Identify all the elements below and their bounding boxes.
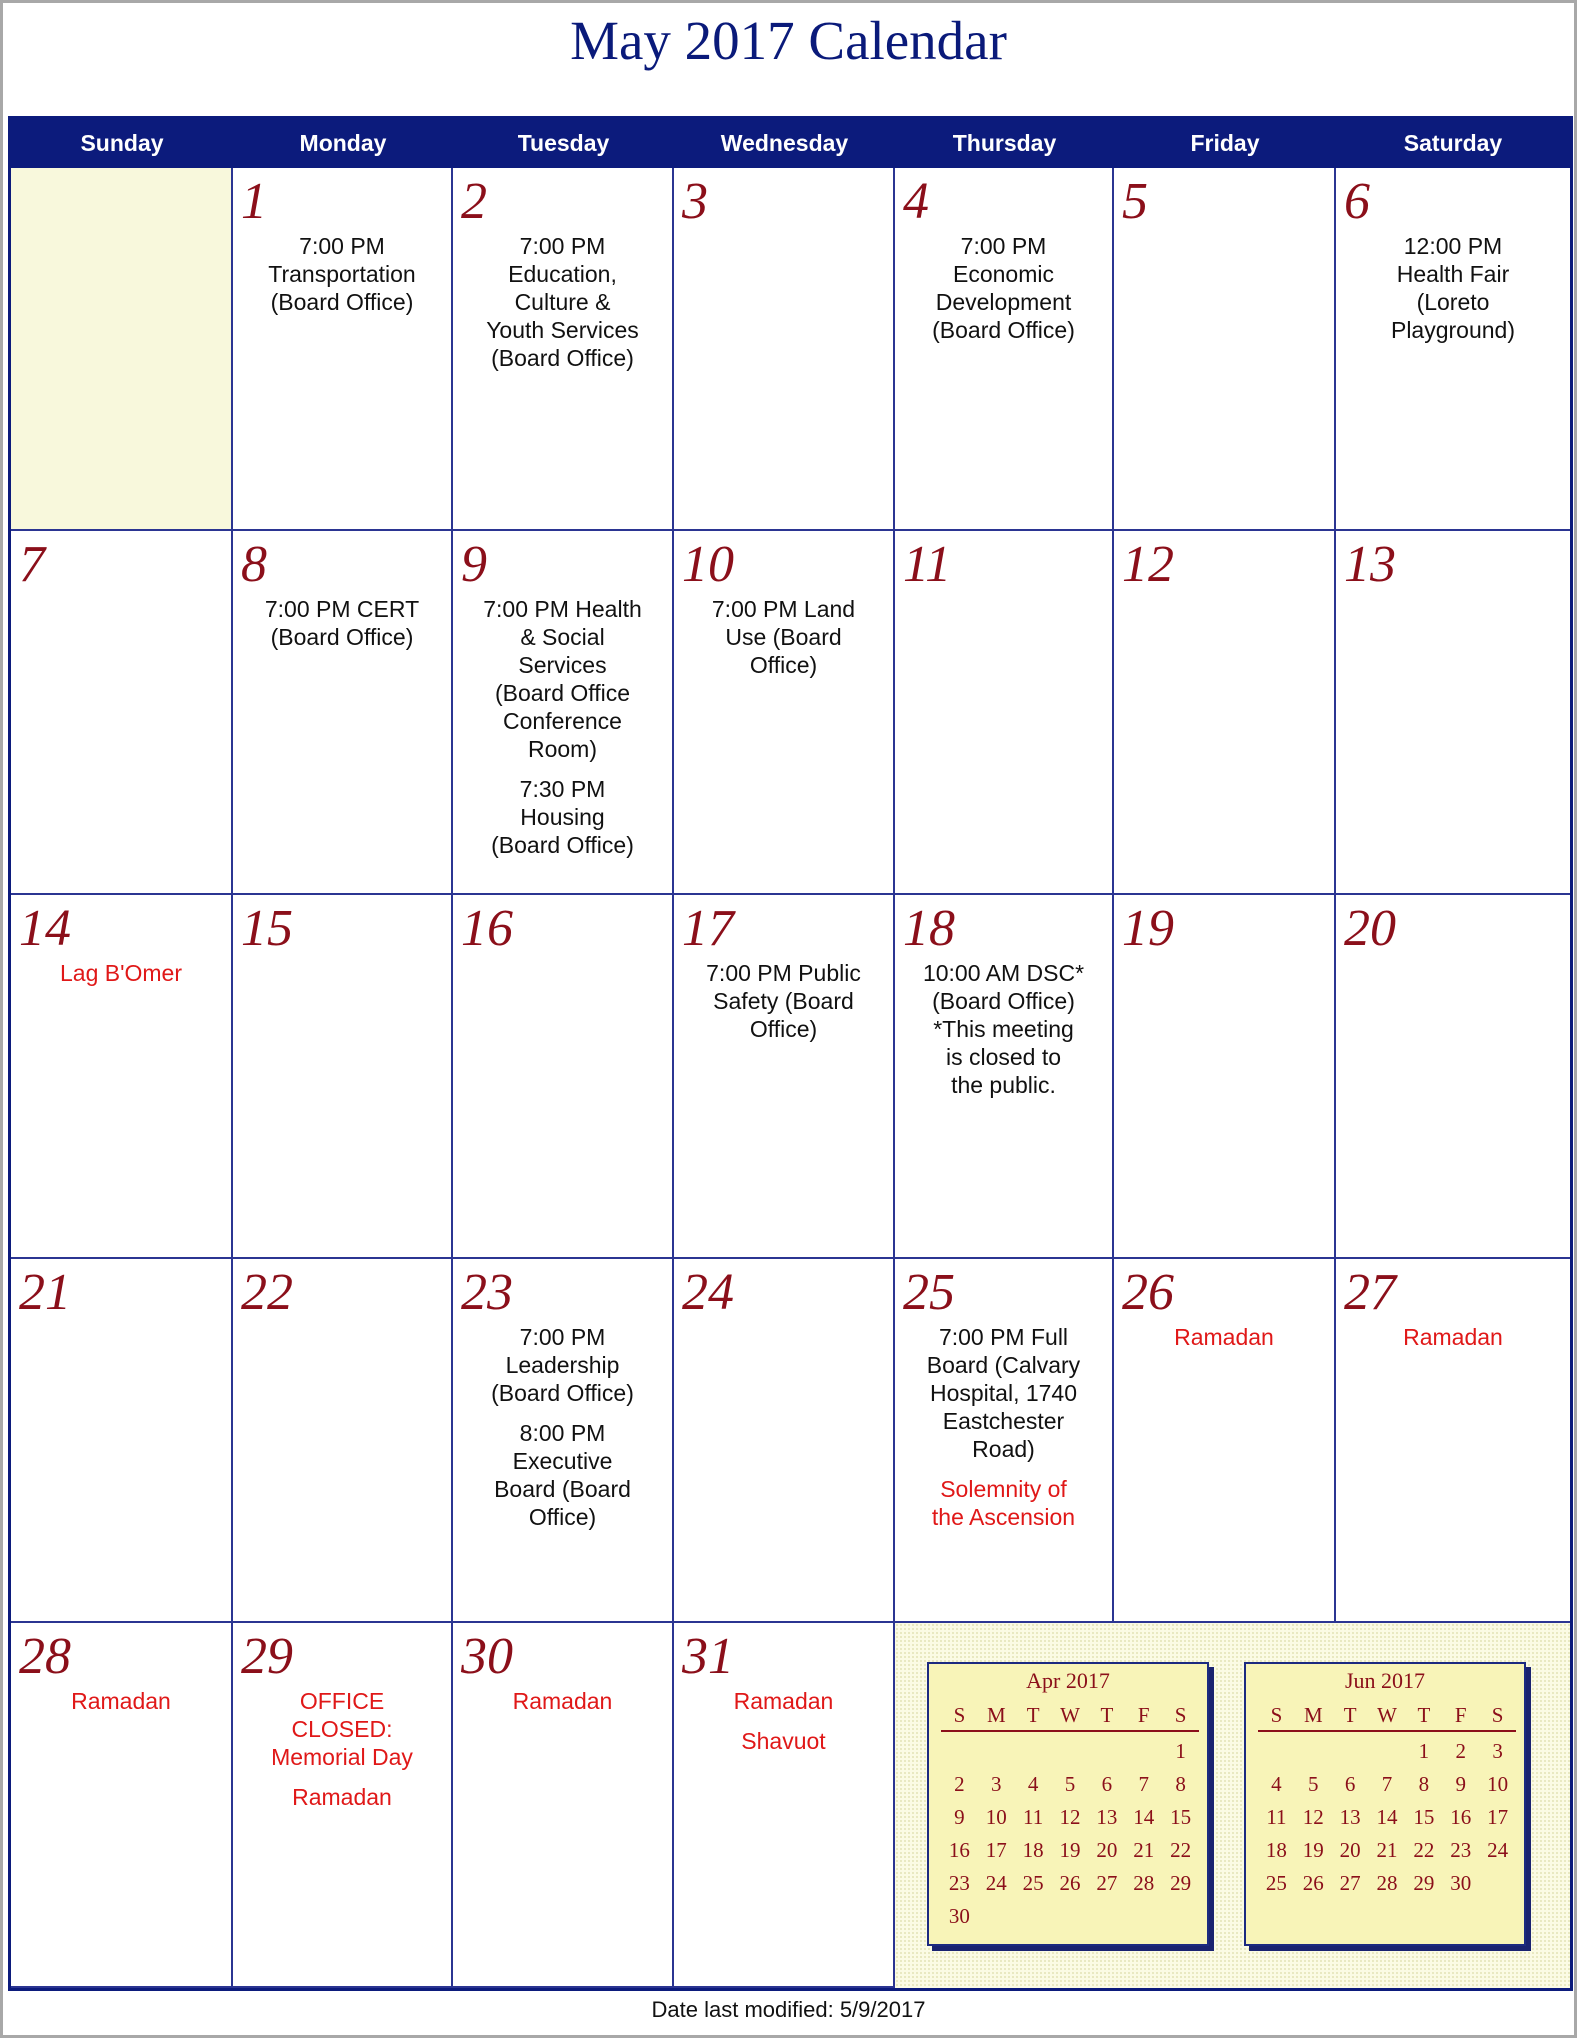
day-cell-31 bbox=[674, 1623, 895, 1988]
mini-day: 4 bbox=[1271, 1772, 1282, 1796]
day-cell-11 bbox=[895, 531, 1114, 895]
day-number: 24 bbox=[682, 1264, 734, 1321]
mini-day bbox=[1479, 1867, 1516, 1900]
mini-day: 26 bbox=[1059, 1871, 1081, 1895]
mini-weekday: S bbox=[1174, 1703, 1187, 1727]
mini-calendar-title: Jun 2017 bbox=[1344, 1668, 1426, 1693]
day-number: 19 bbox=[1122, 900, 1174, 957]
day-cell-18 bbox=[895, 895, 1114, 1259]
day-cell-6 bbox=[1336, 168, 1570, 531]
day-cell-29 bbox=[233, 1623, 453, 1988]
mini-day: 23 bbox=[1450, 1838, 1472, 1862]
mini-day: 20 bbox=[1339, 1838, 1361, 1862]
day-cell-21 bbox=[11, 1259, 233, 1623]
mini-calendar-apr-2017 bbox=[927, 1662, 1209, 1946]
day-number: 20 bbox=[1344, 900, 1396, 957]
mini-day: 4 bbox=[1027, 1772, 1039, 1796]
event-item: 7:00 PM Public Safety (Board Office) bbox=[706, 960, 861, 1042]
mini-day: 5 bbox=[1308, 1772, 1319, 1796]
mini-day: 1 bbox=[1418, 1739, 1430, 1763]
event-item: 7:00 PM Full Board (Calvary Hospital, 1740 Eastchester Road) bbox=[926, 1324, 1081, 1462]
mini-calendar-grid bbox=[941, 1700, 1199, 1933]
mini-day: 2 bbox=[1455, 1739, 1466, 1763]
event-list bbox=[463, 1687, 662, 1727]
mini-weekday: S bbox=[1491, 1703, 1504, 1727]
mini-day: 28 bbox=[1376, 1871, 1398, 1895]
mini-day: 16 bbox=[948, 1838, 970, 1862]
day-number: 4 bbox=[903, 173, 929, 230]
mini-day: 17 bbox=[1487, 1805, 1509, 1829]
mini-day bbox=[1258, 1735, 1295, 1768]
mini-day: 30 bbox=[1450, 1871, 1472, 1895]
mini-day: 15 bbox=[1170, 1805, 1192, 1829]
day-cell-15 bbox=[233, 895, 453, 1259]
mini-day: 8 bbox=[1175, 1772, 1186, 1796]
day-cell-8 bbox=[233, 531, 453, 895]
mini-day: 23 bbox=[948, 1871, 970, 1895]
day-number: 11 bbox=[903, 536, 952, 593]
mini-day: 27 bbox=[1096, 1871, 1118, 1895]
mini-day bbox=[1295, 1735, 1332, 1768]
day-number: 13 bbox=[1344, 536, 1396, 593]
event-item: 7:00 PM Health & Social Services (Board Office Conference Room) bbox=[483, 596, 642, 762]
mini-day: 8 bbox=[1418, 1772, 1430, 1796]
day-cell-7 bbox=[11, 531, 233, 895]
day-number: 17 bbox=[682, 900, 734, 957]
mini-day: 11 bbox=[1023, 1805, 1044, 1829]
day-cell-14 bbox=[11, 895, 233, 1259]
mini-day: 19 bbox=[1302, 1838, 1324, 1862]
day-cell-25 bbox=[895, 1259, 1114, 1623]
day-cell-19 bbox=[1114, 895, 1336, 1259]
weekday-sunday: Sunday bbox=[80, 130, 164, 156]
weekday-friday: Friday bbox=[1190, 130, 1260, 156]
mini-day bbox=[1332, 1735, 1369, 1768]
mini-day: 18 bbox=[1022, 1838, 1044, 1862]
mini-weekday: T bbox=[1026, 1703, 1040, 1727]
mini-day: 29 bbox=[1170, 1871, 1192, 1895]
day-number: 7 bbox=[19, 536, 45, 593]
event-item: 7:30 PM Housing (Board Office) bbox=[491, 776, 634, 858]
mini-weekday: T bbox=[1100, 1703, 1114, 1727]
holiday-label: OFFICE CLOSED: Memorial Day bbox=[271, 1688, 413, 1770]
event-list bbox=[1124, 1323, 1324, 1363]
mini-day: 21 bbox=[1133, 1838, 1155, 1862]
day-cell-30 bbox=[453, 1623, 674, 1988]
day-cell-5 bbox=[1114, 168, 1336, 531]
mini-day: 1 bbox=[1175, 1739, 1186, 1763]
day-cell-28 bbox=[11, 1623, 233, 1988]
mini-day: 28 bbox=[1133, 1871, 1155, 1895]
mini-day: 15 bbox=[1413, 1805, 1435, 1829]
day-number: 23 bbox=[461, 1264, 513, 1321]
mini-calendar-jun-2017 bbox=[1244, 1662, 1526, 1946]
event-list bbox=[21, 959, 221, 999]
mini-weekday: F bbox=[1454, 1703, 1467, 1727]
mini-day: 7 bbox=[1138, 1772, 1149, 1796]
event-item: 7:00 PM CERT (Board Office) bbox=[264, 596, 420, 650]
mini-week-row bbox=[1258, 1867, 1516, 1900]
day-number: 8 bbox=[241, 536, 267, 593]
mini-calendar-grid bbox=[1258, 1700, 1516, 1900]
mini-day: 2 bbox=[954, 1772, 965, 1796]
day-number: 22 bbox=[241, 1264, 293, 1321]
mini-day: 13 bbox=[1339, 1805, 1361, 1829]
mini-day bbox=[1015, 1735, 1052, 1768]
mini-weekday-row bbox=[1258, 1700, 1516, 1732]
mini-weekday: T bbox=[1343, 1703, 1357, 1727]
mini-calendar-title: Apr 2017 bbox=[1026, 1668, 1110, 1693]
mini-day: 7 bbox=[1381, 1772, 1393, 1796]
event-list bbox=[463, 232, 662, 384]
holiday-label: Lag B'Omer bbox=[60, 960, 182, 986]
event-list bbox=[1346, 232, 1560, 356]
mini-day bbox=[1125, 1900, 1162, 1933]
event-item: 10:00 AM DSC* (Board Office) *This meeting is closed to the public. bbox=[922, 960, 1085, 1098]
event-list bbox=[905, 232, 1102, 356]
event-item: 7:00 PM Land Use (Board Office) bbox=[711, 596, 856, 678]
event-list bbox=[905, 1323, 1102, 1543]
day-number: 28 bbox=[19, 1628, 71, 1685]
mini-day bbox=[1125, 1735, 1162, 1768]
day-number: 21 bbox=[19, 1264, 71, 1321]
holiday-label: Ramadan bbox=[512, 1688, 613, 1714]
day-cell-1 bbox=[233, 168, 453, 531]
event-list bbox=[243, 595, 441, 663]
mini-day: 24 bbox=[1487, 1838, 1509, 1862]
day-cell-17 bbox=[674, 895, 895, 1259]
day-cell-27 bbox=[1336, 1259, 1570, 1623]
day-number: 27 bbox=[1344, 1264, 1396, 1321]
day-cell-24 bbox=[674, 1259, 895, 1623]
mini-day: 24 bbox=[985, 1871, 1007, 1895]
weekday-wednesday: Wednesday bbox=[720, 130, 849, 156]
mini-day: 19 bbox=[1059, 1838, 1081, 1862]
mini-day: 22 bbox=[1413, 1838, 1435, 1862]
mini-week-row bbox=[1258, 1735, 1516, 1768]
event-item: 8:00 PM Executive Board (Board Office) bbox=[494, 1420, 631, 1530]
mini-weekday: T bbox=[1417, 1703, 1431, 1727]
mini-day: 6 bbox=[1101, 1772, 1113, 1796]
event-list bbox=[463, 595, 662, 871]
day-number: 12 bbox=[1122, 536, 1174, 593]
mini-week-row bbox=[941, 1768, 1199, 1801]
mini-day bbox=[1052, 1900, 1089, 1933]
mini-day: 6 bbox=[1344, 1772, 1356, 1796]
weekday-saturday: Saturday bbox=[1403, 130, 1503, 156]
day-cell-2 bbox=[453, 168, 674, 531]
mini-weekday: M bbox=[986, 1703, 1006, 1727]
date-last-modified: Date last modified: 5/9/2017 bbox=[651, 1997, 926, 2022]
day-cell-23 bbox=[453, 1259, 674, 1623]
holiday-label: Ramadan bbox=[292, 1784, 392, 1810]
day-number: 14 bbox=[19, 900, 71, 957]
day-number: 5 bbox=[1122, 173, 1148, 230]
mini-day: 17 bbox=[985, 1838, 1007, 1862]
mini-day: 5 bbox=[1064, 1772, 1076, 1796]
event-list bbox=[243, 232, 441, 328]
day-cell-9 bbox=[453, 531, 674, 895]
mini-day: 20 bbox=[1096, 1838, 1118, 1862]
mini-day: 25 bbox=[1265, 1871, 1287, 1895]
day-number: 16 bbox=[461, 900, 513, 957]
day-number: 29 bbox=[241, 1628, 293, 1685]
weekday-header bbox=[11, 119, 1570, 168]
holiday-label: Solemnity of the Ascension bbox=[931, 1476, 1076, 1530]
holiday-label: Ramadan bbox=[1174, 1324, 1274, 1350]
mini-day: 18 bbox=[1265, 1838, 1287, 1862]
mini-day: 14 bbox=[1376, 1805, 1398, 1829]
mini-day bbox=[978, 1900, 1015, 1933]
event-item: 12:00 PM Health Fair (Loreto Playground) bbox=[1390, 233, 1516, 343]
holiday-label: Ramadan bbox=[1403, 1324, 1503, 1350]
mini-day: 3 bbox=[991, 1772, 1002, 1796]
mini-weekday: W bbox=[1060, 1703, 1080, 1727]
mini-day: 25 bbox=[1022, 1871, 1044, 1895]
event-list bbox=[463, 1323, 662, 1543]
mini-weekday: F bbox=[1137, 1703, 1150, 1727]
mini-day bbox=[978, 1735, 1015, 1768]
day-cell-4 bbox=[895, 168, 1114, 531]
day-number: 31 bbox=[682, 1628, 734, 1685]
day-cell-26 bbox=[1114, 1259, 1336, 1623]
mini-day: 13 bbox=[1096, 1805, 1118, 1829]
day-number: 30 bbox=[461, 1628, 513, 1685]
month-grid bbox=[8, 116, 1573, 1991]
day-number: 18 bbox=[903, 900, 955, 957]
day-number: 2 bbox=[461, 173, 487, 230]
weekday-monday: Monday bbox=[299, 130, 387, 156]
holiday-label: Shavuot bbox=[741, 1728, 826, 1754]
event-item: 7:00 PM Education, Culture & Youth Services (Board Office) bbox=[486, 233, 639, 371]
day-cell-10 bbox=[674, 531, 895, 895]
mini-day bbox=[1015, 1900, 1052, 1933]
mini-week-row bbox=[941, 1801, 1199, 1834]
mini-weekday: M bbox=[1303, 1703, 1323, 1727]
event-list bbox=[1346, 1323, 1560, 1363]
mini-day bbox=[1052, 1735, 1089, 1768]
day-number: 3 bbox=[682, 173, 708, 230]
event-list bbox=[21, 1687, 221, 1727]
mini-day: 22 bbox=[1170, 1838, 1192, 1862]
event-list bbox=[684, 959, 883, 1055]
event-item: 7:00 PM Transportation (Board Office) bbox=[268, 233, 416, 315]
day-number: 10 bbox=[682, 536, 734, 593]
mini-day: 26 bbox=[1302, 1871, 1324, 1895]
mini-weekday: W bbox=[1377, 1703, 1397, 1727]
mini-weekday: S bbox=[953, 1703, 966, 1727]
mini-day: 27 bbox=[1339, 1871, 1361, 1895]
day-cell-16 bbox=[453, 895, 674, 1259]
day-number: 25 bbox=[903, 1264, 955, 1321]
day-number: 1 bbox=[241, 173, 267, 230]
day-cell-13 bbox=[1336, 531, 1570, 895]
day-number: 9 bbox=[461, 536, 487, 593]
mini-week-row bbox=[1258, 1768, 1516, 1801]
mini-week-row bbox=[1258, 1801, 1516, 1834]
day-number: 6 bbox=[1344, 173, 1370, 230]
mini-weekday-row bbox=[941, 1700, 1199, 1732]
day-cell-3 bbox=[674, 168, 895, 531]
mini-day: 12 bbox=[1059, 1805, 1081, 1829]
day-cell-20 bbox=[1336, 895, 1570, 1259]
mini-week-row bbox=[941, 1867, 1199, 1900]
mini-day bbox=[1088, 1735, 1125, 1768]
empty-day-cell bbox=[11, 168, 233, 531]
holiday-label: Ramadan bbox=[71, 1688, 171, 1714]
mini-day: 16 bbox=[1450, 1805, 1472, 1829]
day-cell-22 bbox=[233, 1259, 453, 1623]
page-title: May 2017 Calendar bbox=[570, 10, 1007, 71]
event-list bbox=[243, 1687, 441, 1823]
mini-week-row bbox=[941, 1735, 1199, 1768]
mini-week-row bbox=[941, 1900, 1199, 1933]
mini-day bbox=[1162, 1900, 1199, 1933]
mini-day: 10 bbox=[985, 1805, 1007, 1829]
event-item: 7:00 PM Economic Development (Board Office) bbox=[932, 233, 1075, 343]
event-item: 7:00 PM Leadership (Board Office) bbox=[491, 1324, 634, 1406]
holiday-label: Ramadan bbox=[733, 1688, 834, 1714]
mini-day: 21 bbox=[1376, 1838, 1398, 1862]
event-list bbox=[684, 595, 883, 691]
event-list bbox=[684, 1687, 883, 1767]
mini-day: 12 bbox=[1302, 1805, 1324, 1829]
mini-day bbox=[941, 1735, 978, 1768]
mini-day bbox=[1369, 1735, 1406, 1768]
mini-day: 29 bbox=[1413, 1871, 1435, 1895]
mini-week-row bbox=[941, 1834, 1199, 1867]
mini-calendars-panel bbox=[895, 1623, 1570, 1988]
mini-day bbox=[1088, 1900, 1125, 1933]
mini-day: 11 bbox=[1266, 1805, 1287, 1829]
mini-day: 9 bbox=[954, 1805, 965, 1829]
mini-day: 30 bbox=[948, 1904, 970, 1928]
mini-day: 14 bbox=[1133, 1805, 1155, 1829]
mini-day: 10 bbox=[1487, 1772, 1509, 1796]
mini-weekday: S bbox=[1270, 1703, 1283, 1727]
weekday-thursday: Thursday bbox=[952, 130, 1057, 156]
mini-day: 9 bbox=[1455, 1772, 1466, 1796]
event-list bbox=[905, 959, 1102, 1111]
weekday-tuesday: Tuesday bbox=[517, 130, 610, 156]
mini-day: 3 bbox=[1492, 1739, 1503, 1763]
day-number: 26 bbox=[1122, 1264, 1174, 1321]
mini-week-row bbox=[1258, 1834, 1516, 1867]
day-number: 15 bbox=[241, 900, 293, 957]
day-cell-12 bbox=[1114, 531, 1336, 895]
